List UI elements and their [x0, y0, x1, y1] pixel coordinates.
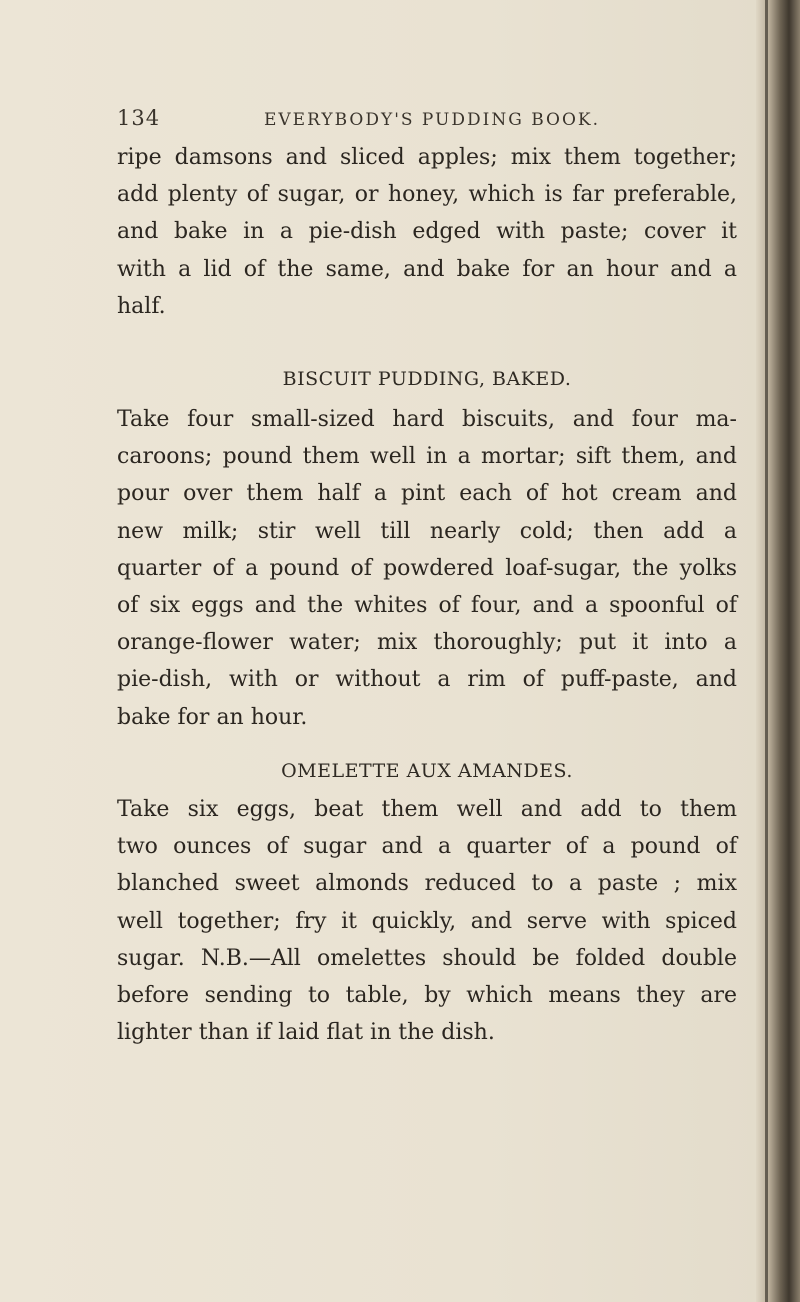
text-line: blanched sweet almonds reduced to a paste ; mix [117, 871, 737, 897]
section-heading-biscuit-pudding: BISCUIT PUDDING, BAKED. [282, 368, 572, 390]
text-line: quarter of a pound of powdered loaf-sugar, the yolks [117, 555, 737, 581]
text-line: ripe damsons and sliced apples; mix them together; [117, 145, 737, 170]
page-header [117, 106, 737, 140]
text-line: with a lid of the same, and bake for an hour and a [117, 256, 737, 282]
text-line: two ounces of sugar and a quarter of a pound of [117, 834, 737, 860]
text-line: pie-dish, with or without a rim of puff-paste, and [117, 667, 737, 693]
text-line: half. [117, 293, 166, 319]
text-line: of six eggs and the whites of four, and a spoonful of [117, 592, 737, 618]
text-line: lighter than if laid flat in the dish. [117, 1020, 495, 1046]
text-line: add plenty of sugar, or honey, which is far preferable, [117, 182, 737, 208]
text-line: well together; fry it quickly, and serve with spiced [117, 908, 737, 934]
text-line: Take six eggs, beat them well and add to them [117, 797, 737, 822]
intro-paragraph [117, 139, 737, 325]
text-line: orange-flower water; mix thoroughly; put it into a [117, 630, 737, 656]
book-spine-edge [765, 0, 768, 1302]
page-number: 134 [117, 106, 161, 130]
text-line: before sending to table, by which means they are [117, 982, 737, 1008]
omelette-paragraph [117, 791, 737, 1051]
text-line: bake for an hour. [117, 704, 308, 730]
text-line: new milk; stir well till nearly cold; then add a [117, 518, 737, 544]
text-line: pour over them half a pint each of hot cream and [117, 481, 737, 507]
running-head: EVERYBODY'S PUDDING BOOK. [264, 110, 601, 130]
section-heading-omelette: OMELETTE AUX AMANDES. [281, 760, 573, 782]
book-spine-shadow [756, 0, 800, 1302]
text-line: caroons; pound them well in a mortar; sift them, and [117, 444, 737, 470]
text-line: sugar. N.B.—All omelettes should be folded double [117, 945, 737, 971]
biscuit-pudding-paragraph [117, 401, 737, 736]
text-line: Take four small-sized hard biscuits, and four ma- [117, 407, 737, 432]
text-line: and bake in a pie-dish edged with paste; cover it [117, 219, 737, 245]
